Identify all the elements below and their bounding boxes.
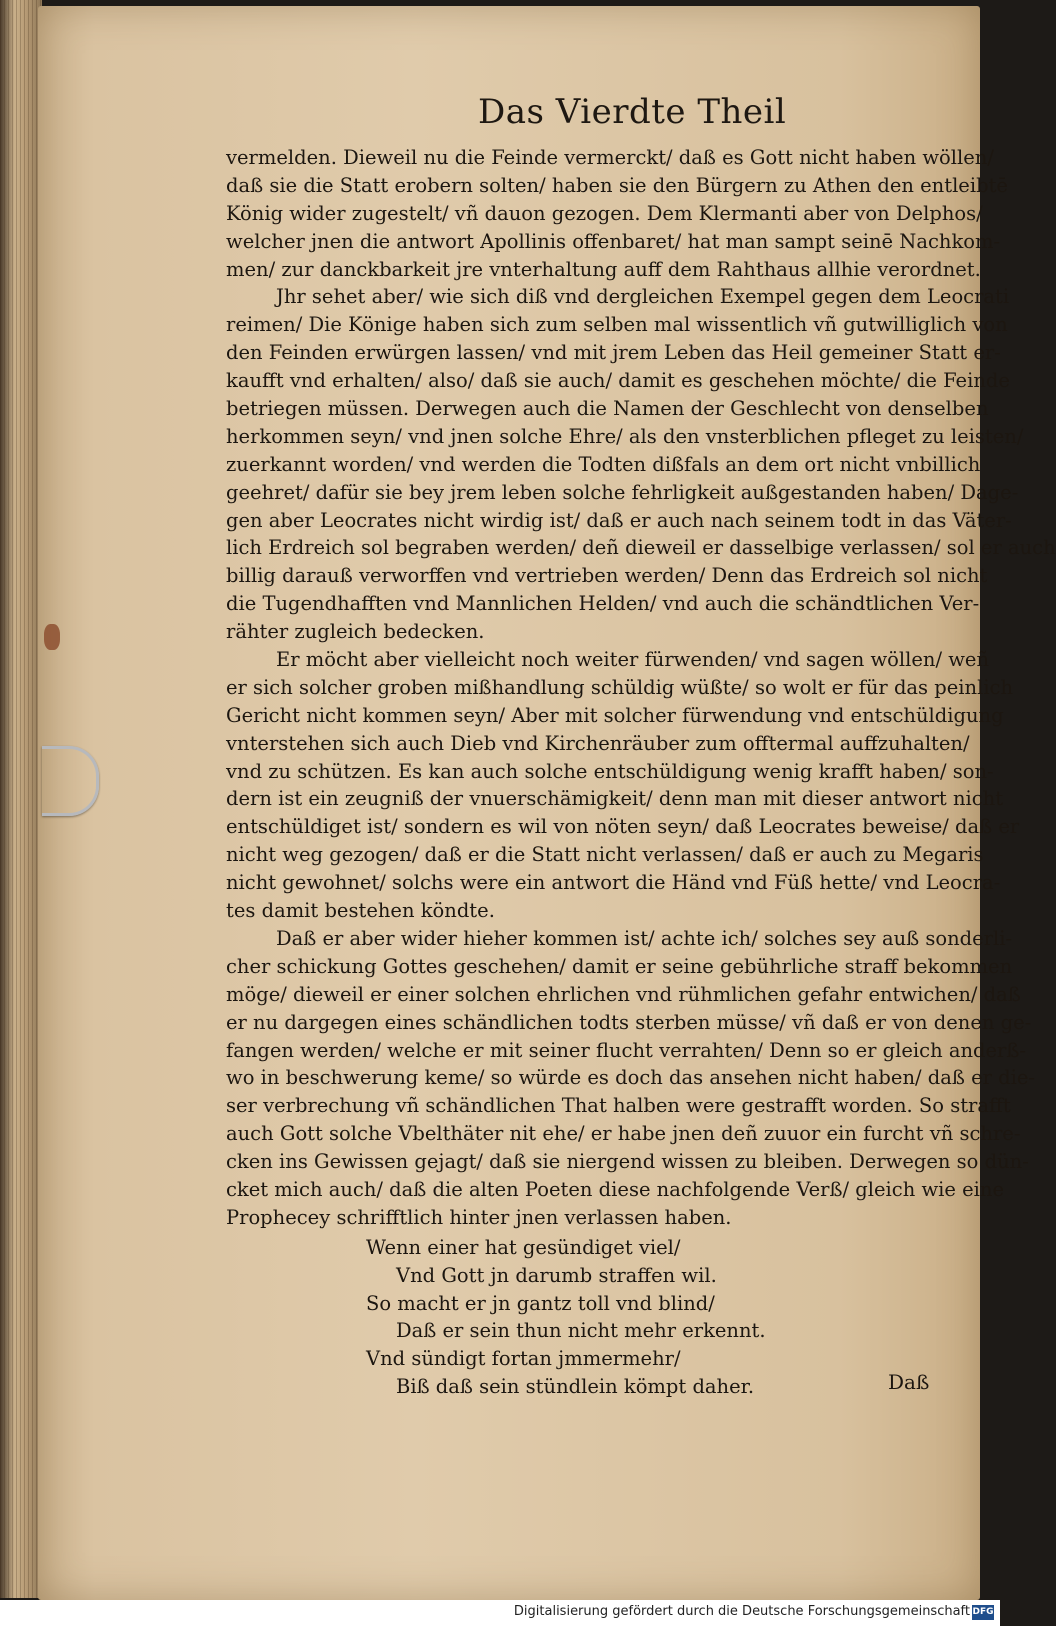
- text-line: geehret/ dafür sie bey jrem leben solche fehrligkeit außgestanden haben/ Dage-: [226, 480, 1019, 504]
- text-line: ser verbrechung vñ schändlichen That halben were gestrafft worden. So strafft: [226, 1094, 1011, 1118]
- verse-line: Vnd sündigt fortan jmmermehr/: [366, 1347, 681, 1371]
- text-line: Daß er aber wider hieher kommen ist/ achte ich/ solches sey auß sonderli-: [276, 926, 1013, 950]
- digitization-footer: [0, 1600, 1000, 1626]
- catchword: Daß: [888, 1370, 930, 1394]
- text-line: zuerkannt worden/ vnd werden die Todten dißfals an dem ort nicht vnbillich: [226, 452, 981, 476]
- text-line: Er möcht aber vielleicht noch weiter fürwenden/ vnd sagen wöllen/ weñ: [276, 648, 990, 672]
- verse-line: Vnd Gott jn darumb straffen wil.: [396, 1263, 717, 1287]
- paper-stain: [44, 624, 60, 650]
- funding-credit: Digitalisierung gefördert durch die Deutsche Forschungsgemeinschaft: [513, 1604, 970, 1619]
- text-line: gen aber Leocrates nicht wirdig ist/ daß er auch nach seinem todt in das Väter-: [226, 508, 1012, 532]
- text-line: cken ins Gewissen gejagt/ daß sie niergend wissen zu bleiben. Derwegen so dün-: [226, 1150, 1029, 1174]
- text-line: cket mich auch/ daß die alten Poeten diese nachfolgende Verß/ gleich wie eine: [226, 1177, 1005, 1201]
- dfg-logo: DFG: [972, 1605, 994, 1620]
- text-line: billig darauß verworffen vnd vertrieben werden/ Denn das Erdreich sol nicht: [226, 564, 988, 588]
- text-line: welcher jnen die antwort Apollinis offenbaret/ hat man sampt seinē Nachkom-: [226, 229, 1001, 253]
- verse-line: So macht er jn gantz toll vnd blind/: [366, 1291, 715, 1315]
- running-header: Das Vierdte Theil: [478, 92, 787, 132]
- main-text-block: [226, 144, 1056, 1401]
- text-line: rähter zugleich bedecken.: [226, 620, 485, 644]
- text-line: daß sie die Statt erobern solten/ haben sie den Bürgern zu Athen den entleibtē: [226, 173, 1008, 197]
- text-line: tes damit bestehen köndte.: [226, 899, 495, 923]
- verse-block: [226, 1234, 942, 1401]
- text-line: vnd zu schützen. Es kan auch solche entschüldigung wenig krafft haben/ son-: [226, 759, 994, 783]
- text-line: vermelden. Dieweil nu die Feinde vermerckt/ daß es Gott nicht haben wöllen/: [226, 146, 994, 169]
- text-line: vnterstehen sich auch Dieb vnd Kirchenräuber zum offtermal auffzuhalten/: [226, 731, 970, 755]
- text-line: Jhr sehet aber/ wie sich diß vnd dergleichen Exempel gegen dem Leocrati: [276, 285, 1010, 309]
- text-line: dern ist ein zeugniß der vnuerschämigkeit/ denn man mit dieser antwort nicht: [226, 787, 1004, 811]
- book-page-edges: [0, 0, 42, 1598]
- text-line: möge/ dieweil er einer solchen ehrlichen vnd rühmlichen gefahr entwichen/ daß: [226, 982, 1021, 1006]
- text-line: Gericht nicht kommen seyn/ Aber mit solcher fürwendung vnd entschüldigung: [226, 703, 1004, 727]
- text-line: Prophecey schrifftlich hinter jnen verlassen haben.: [226, 1205, 732, 1229]
- text-line: men/ zur danckbarkeit jre vnterhaltung auff dem Rahthaus allhie verordnet.: [226, 257, 981, 281]
- verse-line: Biß daß sein stündlein kömpt daher.: [396, 1375, 755, 1399]
- text-line: herkommen seyn/ vnd jnen solche Ehre/ als den vnsterblichen pfleget zu leisten/: [226, 424, 1024, 448]
- text-line: die Tugendhafften vnd Mannlichen Helden/ vnd auch die schändtlichen Ver-: [226, 592, 980, 616]
- text-line: nicht gewohnet/ solchs were ein antwort die Händ vnd Füß hette/ vnd Leocra-: [226, 871, 1001, 895]
- text-line: auch Gott solche Vbelthäter nit ehe/ er habe jnen deñ zuuor ein furcht vñ schre-: [226, 1122, 1021, 1146]
- text-line: betriegen müssen. Derwegen auch die Namen der Geschlecht von denselben: [226, 397, 989, 421]
- text-line: den Feinden erwürgen lassen/ vnd mit jrem Leben das Heil gemeiner Statt er-: [226, 341, 1001, 365]
- verse-line: Daß er sein thun nicht mehr erkennt.: [396, 1319, 766, 1343]
- text-line: wo in beschwerung keme/ so würde es doch das ansehen nicht haben/ daß er die-: [226, 1066, 1036, 1090]
- text-line: König wider zugestelt/ vñ dauon gezogen. Dem Klermanti aber von Delphos/: [226, 201, 983, 225]
- text-line: reimen/ Die Könige haben sich zum selben mal wissentlich vñ gutwilliglich von: [226, 313, 1008, 337]
- verse-line: Wenn einer hat gesündiget viel/: [366, 1235, 681, 1259]
- book-page: [38, 6, 1056, 1600]
- text-line: fangen werden/ welche er mit seiner flucht verrahten/ Denn so er gleich anderß-: [226, 1038, 1026, 1062]
- text-line: entschüldiget ist/ sondern es wil von nöten seyn/ daß Leocrates beweise/ daß er: [226, 815, 1020, 839]
- text-line: er nu dargegen eines schändlichen todts sterben müsse/ vñ daß er von denen ge-: [226, 1010, 1032, 1034]
- text-line: lich Erdreich sol begraben werden/ deñ dieweil er dasselbige verlassen/ sol er auch: [226, 536, 1056, 560]
- text-line: er sich solcher groben mißhandlung schüldig wüßte/ so wolt er für das peinlich: [226, 675, 1014, 699]
- text-line: kaufft vnd erhalten/ also/ daß sie auch/ damit es geschehen möchte/ die Feinde: [226, 369, 1010, 393]
- paper-clip: [42, 746, 99, 816]
- text-line: nicht weg gezogen/ daß er die Statt nicht verlassen/ daß er auch zu Megaris: [226, 843, 984, 867]
- text-line: cher schickung Gottes geschehen/ damit er seine gebührliche straff bekommen: [226, 954, 1013, 978]
